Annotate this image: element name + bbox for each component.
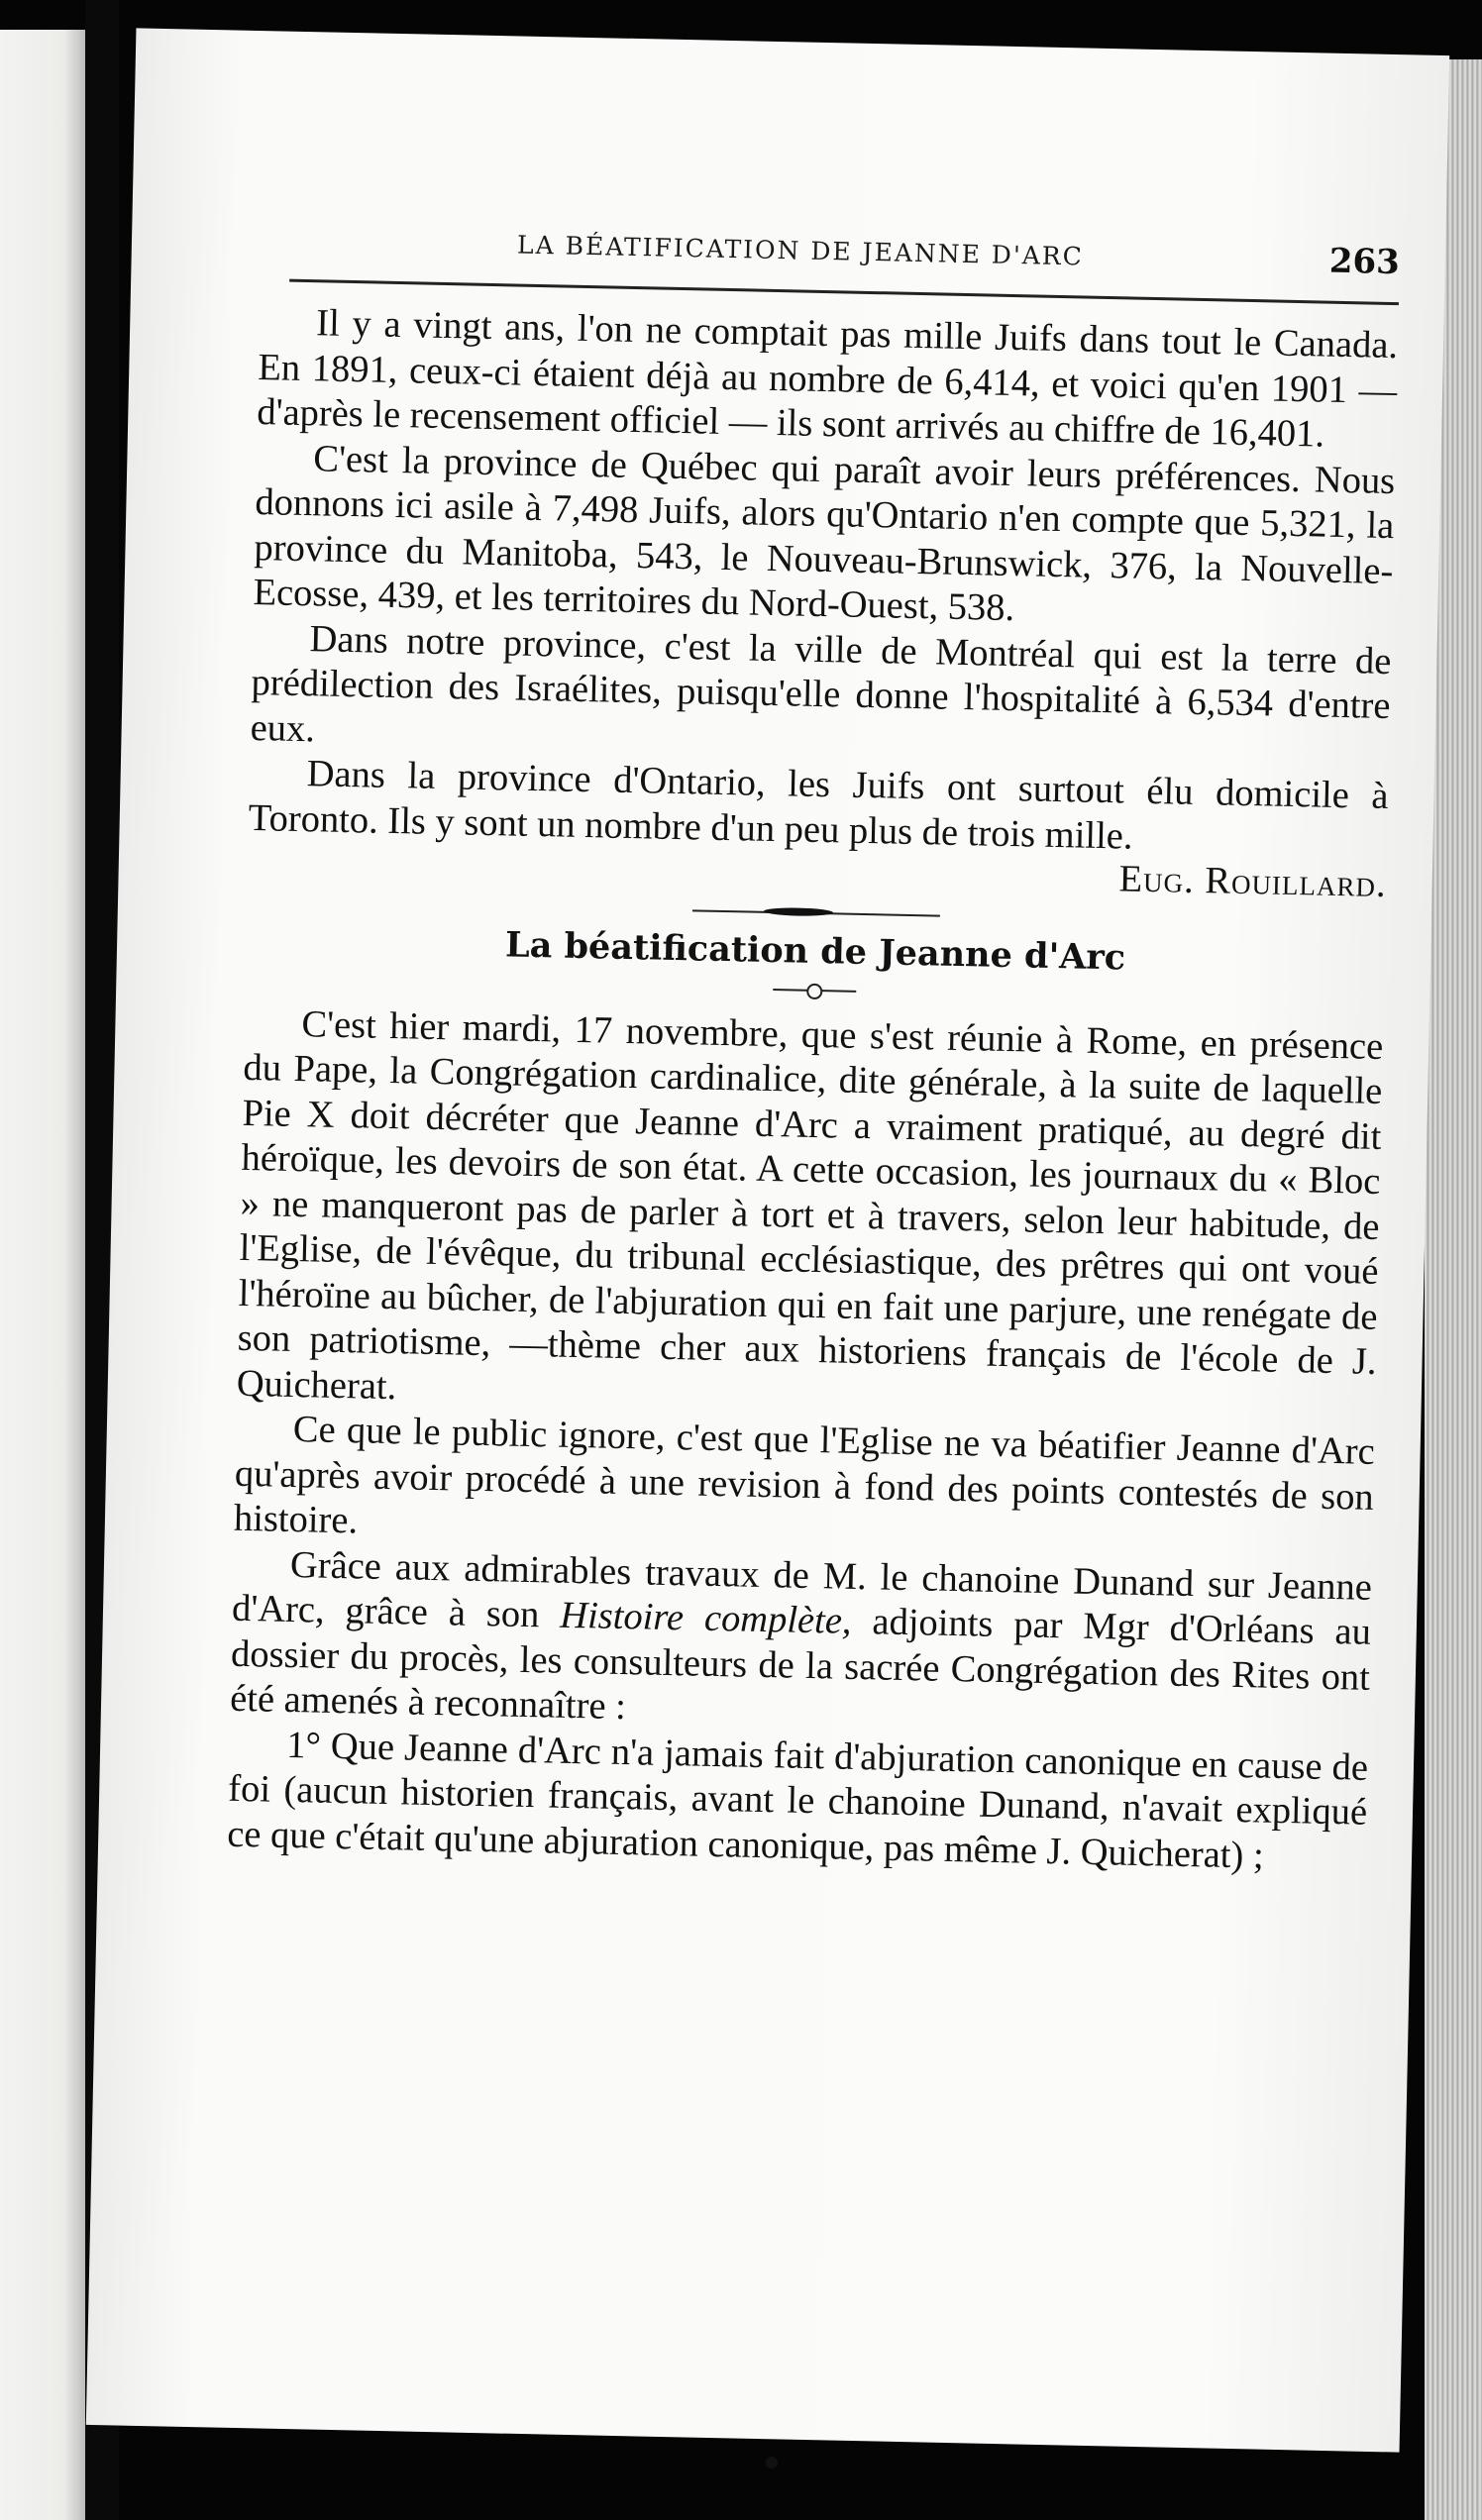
facing-page-edge [0, 30, 85, 2520]
paragraph-text: Grâce aux admirables travaux de M. le chanoine Dunand sur Jeanne d'Arc, grâce à son [231, 1543, 1373, 1636]
paragraph [230, 1541, 1373, 1745]
page-number: 263 [1328, 241, 1401, 283]
book-title: Histoire complète, [559, 1594, 852, 1642]
paragraph: C'est la province de Québec qui paraît avoir leurs préférences. Nous donnons ici asile à 7,498 Juifs, alors qu'Ontario n'en compte que 5,321, la province du Manitoba, 543, le Nouveau-Brunswick, 376, la Nouvelle-Ecosse, 439, et les territoires du Nord-Ouest, 538. [253, 437, 1396, 630]
page-body [227, 300, 1399, 1881]
section-separator [773, 989, 856, 993]
paragraph: Ce que le public ignore, c'est que l'Eglise ne va béatifier Jeanne d'Arc qu'après avoir procédé à une revision à fond des points contestés de son histoire. [233, 1409, 1376, 1542]
author-signature: Eug. Rouillard. [1118, 858, 1388, 905]
running-title: LA BÉATIFICATION DE JEANNE D'ARC [516, 230, 1085, 271]
paragraph-text: adjoints par Mgr d'Orléans au dossier du procès, les consulteurs de la sacrée Congrégation des Rites ont été amenés à reconnaître : [229, 1600, 1372, 1729]
ink-speck [766, 2457, 778, 2468]
section-title: La béatification de Jeanne d'Arc [504, 923, 1126, 978]
paragraph: C'est hier mardi, 17 novembre, que s'est réunie à Rome, en présence du Pape, la Congrégation cardinalice, dite générale, à la suite de laquelle Pie X doit décréter que Jeanne d'Arc a vraiment pratiqué, au degré dit héroïque, les devoirs de son état. A cette occasion, les journaux du « Bloc » ne manqueront pas de parler à tort et à travers, selon leur habitude, de l'Eglise, de l'évêque, du tribunal ecclésiastique, des prêtres qui ont voué l'héroïne au bûcher, de l'abjuration qui en fait une parjure, une renégate de son patriotisme, —thème cher aux historiens français de l'école de J. Quicherat. [236, 1002, 1384, 1408]
ornamental-divider [692, 895, 940, 916]
paragraph: 1° Que Jeanne d'Arc n'a jamais fait d'abjuration canonique en cause de foi (aucun historien français, avant le chanoine Dunand, n'avait expliqué ce que c'était qu'une abjuration canonique, pas même J. Quicherat) ; [226, 1724, 1369, 1877]
book-page [86, 28, 1449, 2452]
paragraph: Dans la province d'Ontario, les Juifs ont surtout élu domicile à Toronto. Ils y sont un nombre d'un peu plus de trois mille. [248, 753, 1389, 858]
paragraph: Il y a vingt ans, l'on ne comptait pas mille Juifs dans tout le Canada. En 1891, ceux-ci étaient déjà au nombre de 6,414, et voici qu'en 1901 — d'après le recensement officiel — ils sont arrivés au chiffre de 16,401. [256, 302, 1399, 456]
paragraph: Dans notre province, c'est la ville de Montréal qui est la terre de prédilection des Israélites, puisqu'elle donne l'hospitalité à 6,534 d'entre eux. [250, 617, 1392, 750]
running-header [289, 220, 1400, 305]
